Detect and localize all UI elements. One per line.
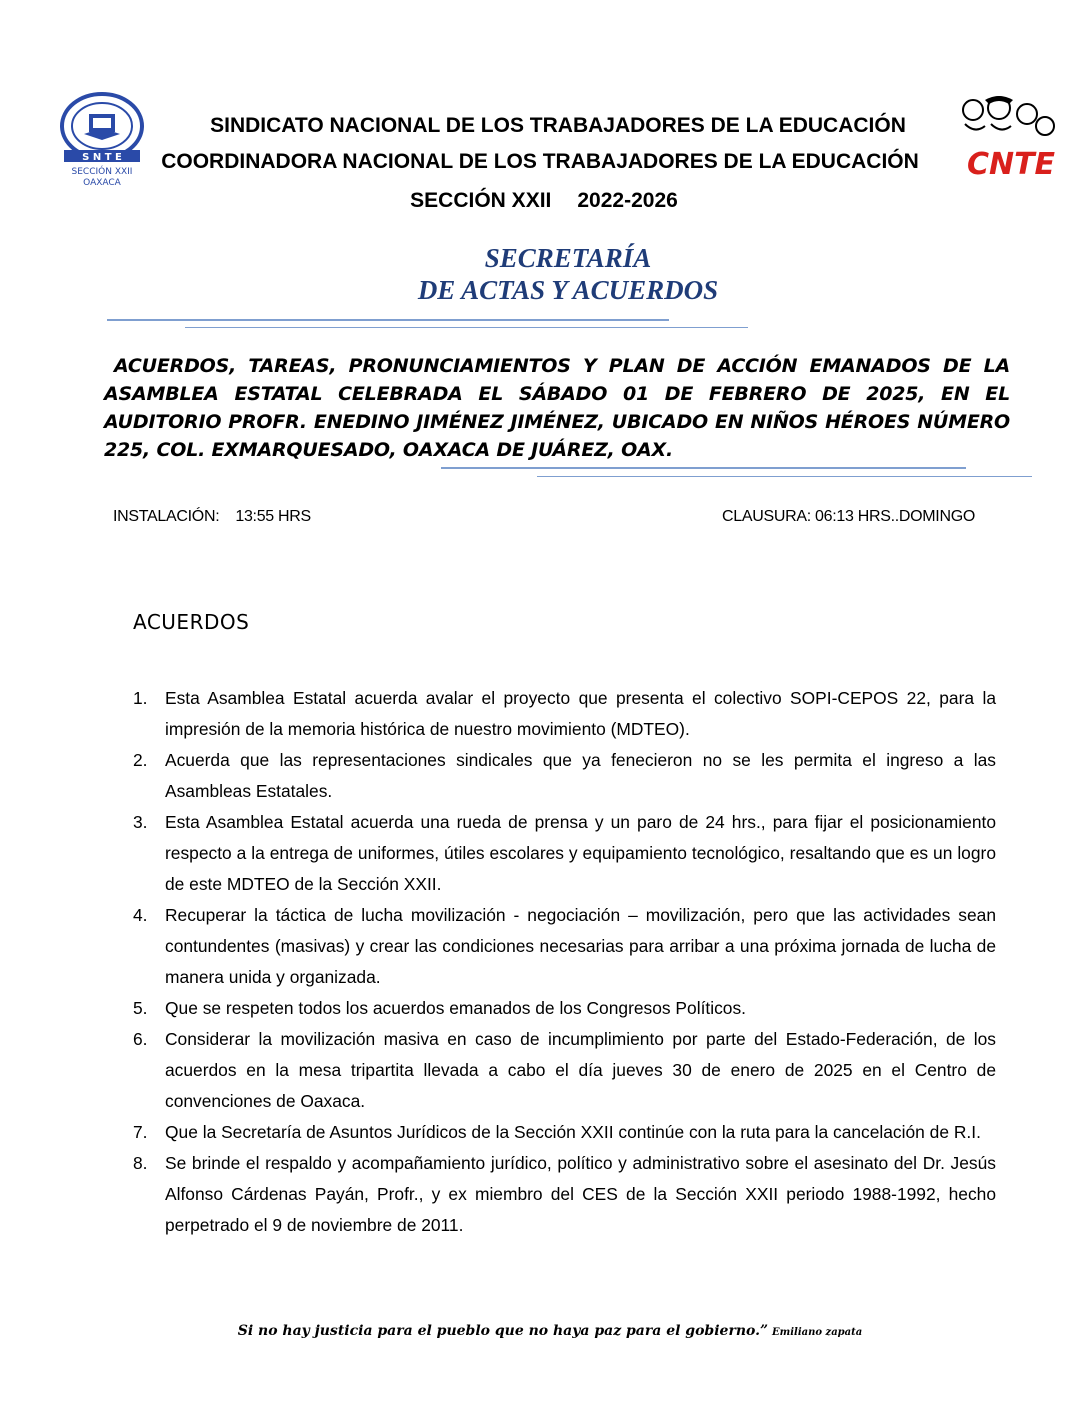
list-item-number: 8.	[133, 1153, 148, 1173]
header-period: 2022-2026	[577, 189, 678, 212]
secretaria-subtitle: DE ACTAS Y ACUERDOS	[417, 275, 719, 305]
title-rule-bottom	[185, 327, 748, 328]
clausura-time: CLAUSURA: 06:13 HRS..DOMINGO	[722, 508, 975, 525]
list-item	[133, 745, 996, 807]
header-section: SECCIÓN XXII	[410, 189, 552, 212]
cnte-logo-text: CNTE	[966, 147, 1056, 180]
intro-paragraph	[104, 352, 1010, 464]
list-item	[133, 1117, 996, 1148]
header-line-snte: SINDICATO NACIONAL DE LOS TRABAJADORES DE LA EDUCACIÓN	[210, 114, 906, 137]
snte-logo-place: OAXACA	[83, 178, 121, 188]
list-item-text: Acuerda que las representaciones sindicales que ya fenecieron no se les permita el ingreso a las Asambleas Estatales.	[165, 750, 996, 801]
list-item-text: Que la Secretaría de Asuntos Jurídicos de la Sección XXII continúe con la ruta para la cancelación de R.I.	[165, 1122, 981, 1142]
footer-quote	[0, 1323, 1088, 1339]
list-item	[133, 683, 996, 745]
list-item	[133, 1148, 996, 1241]
list-item-number: 6.	[133, 1029, 148, 1049]
instalacion-label: INSTALACIÓN:	[113, 508, 220, 525]
list-item	[133, 993, 996, 1024]
list-item-text: Considerar la movilización masiva en caso de incumplimiento por parte del Estado-Federación, de los acuerdos en la mesa tripartita llevada a cabo el día jueves 30 de enero de 2025 en el Centro de convenciones de Oaxaca.	[165, 1029, 996, 1111]
acuerdos-list	[133, 683, 996, 1241]
list-item-number: 1.	[133, 688, 148, 708]
intro-rule-bottom	[537, 476, 1032, 477]
list-item-text: Se brinde el respaldo y acompañamiento jurídico, político y administrativo sobre el asesinato del Dr. Jesús Alfonso Cárdenas Payán, Profr., y ex miembro del CES de la Sección XXII periodo 1988-1992, hecho perpetrado el 9 de noviembre de 2011.	[165, 1153, 996, 1235]
list-item-text: Recuperar la táctica de lucha movilización - negociación – movilización, pero que las actividades sean contundentes (masivas) y crear las condiciones necesarias para arribar a una próxima jornada de lucha de manera unida y organizada.	[165, 905, 996, 987]
snte-seal-icon	[56, 92, 148, 190]
snte-logo-section: SECCIÓN XXII	[71, 167, 133, 177]
list-item-number: 2.	[133, 750, 148, 770]
instalacion-time	[113, 508, 311, 526]
list-item	[133, 807, 996, 900]
list-item	[133, 1024, 996, 1117]
secretaria-title: SECRETARÍA	[484, 243, 652, 273]
quote-text: Si no hay justicia para el pueblo que no haya paz para el gobierno.”	[237, 1323, 769, 1339]
intro-text: ACUERDOS, TAREAS, PRONUNCIAMIENTOS Y PLAN DE ACCIÓN EMANADOS DE LA ASAMBLEA ESTATAL CELEBRADA EL SÁBADO 01 DE FEBRERO DE 2025, EN EL AUDITORIO PROFR. ENEDINO JIMÉNEZ JIMÉNEZ, UBICADO EN NIÑOS HÉROES NÚMERO 225, COL. EXMARQUESADO, OAXACA DE JUÁREZ, OAX.	[104, 355, 1010, 461]
acuerdos-heading: ACUERDOS	[133, 610, 250, 634]
list-item-text: Esta Asamblea Estatal acuerda una rueda de prensa y un paro de 24 hrs., para fijar el posicionamiento respecto a la entrega de uniformes, útiles escolares y equipamiento tecnológico, resaltando que es un logro de este MDTEO de la Sección XXII.	[165, 812, 996, 894]
snte-logo	[56, 92, 148, 190]
list-item-number: 3.	[133, 812, 148, 832]
snte-logo-text: S N T E	[82, 152, 122, 163]
list-item-number: 5.	[133, 998, 148, 1018]
header-section-line	[0, 189, 1088, 213]
list-item-text: Esta Asamblea Estatal acuerda avalar el proyecto que presenta el colectivo SOPI-CEPOS 22, para la impresión de la memoria histórica de nuestro movimiento (MDTEO).	[165, 688, 996, 739]
intro-rule-top	[441, 467, 966, 469]
list-item-number: 7.	[133, 1122, 148, 1142]
instalacion-value: 13:55 HRS	[235, 508, 311, 525]
title-rule-top	[107, 319, 669, 321]
list-item-number: 4.	[133, 905, 148, 925]
header-line-cnte: COORDINADORA NACIONAL DE LOS TRABAJADORES DE LA EDUCACIÓN	[161, 150, 919, 173]
list-item-text: Que se respeten todos los acuerdos emanados de los Congresos Políticos.	[165, 998, 746, 1018]
list-item	[133, 900, 996, 993]
quote-author: Emiliano zapata	[772, 1327, 863, 1338]
